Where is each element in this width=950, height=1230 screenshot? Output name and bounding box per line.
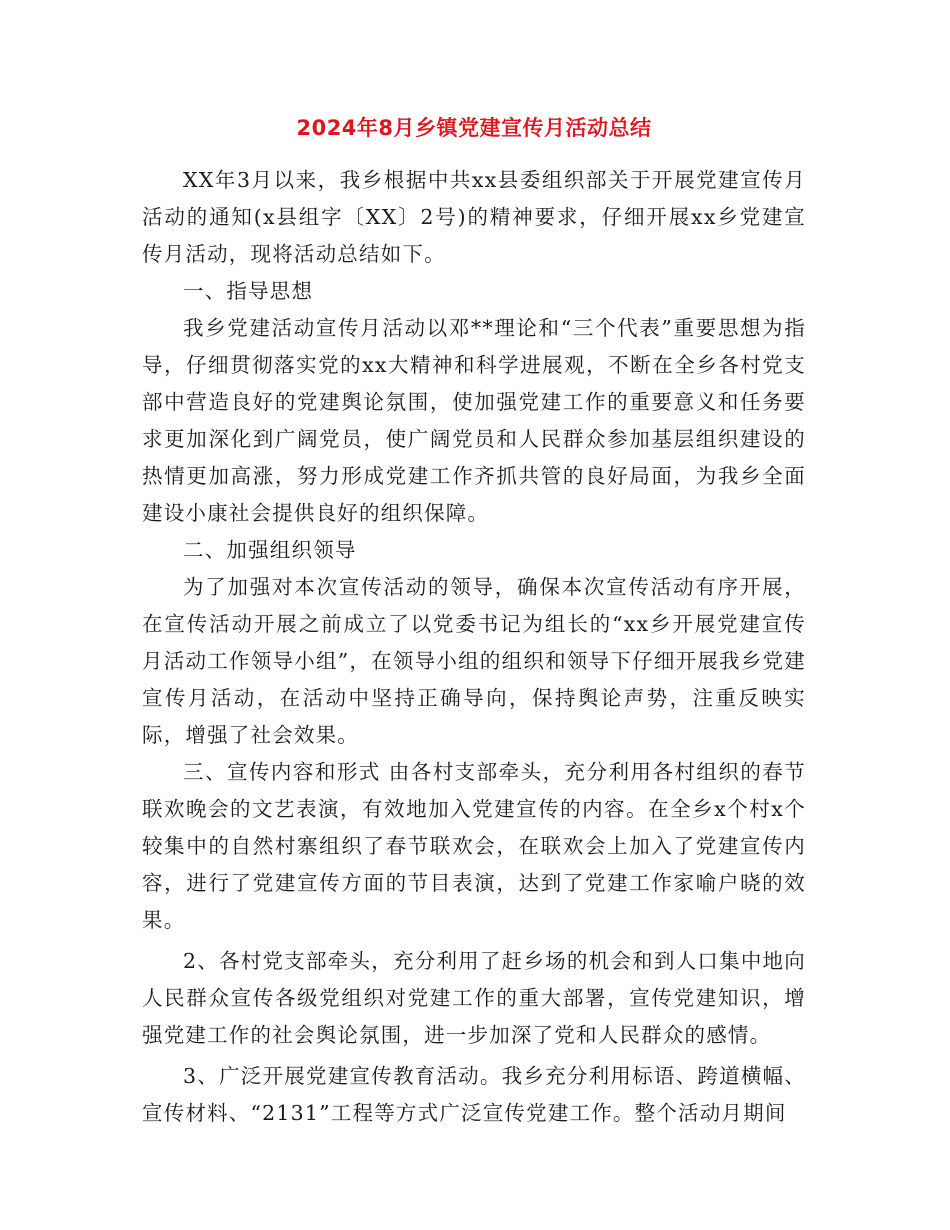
document-title: 2024年8月乡镇党建宣传月活动总结 — [296, 116, 652, 140]
heading-organization-leadership: 二、加强组织领导 — [183, 538, 357, 562]
document-page — [142, 108, 806, 1132]
paragraph-intro: XX年3月以来，我乡根据中共xx县委组织部关于开展党建宣传月活动的通知(x县组字〔XX〕2号)的精神要求，仔细开展xx乡党建宣传月活动，现将活动总结如下。 — [142, 168, 806, 266]
paragraph-organization-leadership: 为了加强对本次宣传活动的领导，确保本次宣传活动有序开展，在宣传活动开展之前成立了以党委书记为组长的“xx乡开展党建宣传月活动工作领导小组”，在领导小组的组织和领导下仔细开展我乡党建宣传月活动，在活动中坚持正确导向，保持舆论声势，注重反映实际，增强了社会效果。 — [142, 575, 806, 747]
paragraph-item-3: 3、广泛开展党建宣传教育活动。我乡充分利用标语、跨道横幅、宣传材料、“2131”工程等方式广泛宣传党建工作。整个活动月期间 — [142, 1064, 806, 1125]
paragraph-guiding-thought: 我乡党建活动宣传月活动以邓**理论和“三个代表”重要思想为指导，仔细贯彻落实党的xx大精神和科学进展观，不断在全乡各村党支部中营造良好的党建舆论氛围，使加强党建工作的重要意义和任务要求更加深化到广阔党员，使广阔党员和人民群众参加基层组织建设的热情更加高涨，努力形成党建工作齐抓共管的良好局面，为我乡全面建设小康社会提供良好的组织保障。 — [142, 316, 806, 525]
paragraph-content-and-form: 三、宣传内容和形式 由各村支部牵头，充分利用各村组织的春节联欢晚会的文艺表演，有效地加入党建宣传的内容。在全乡x个村x个较集中的自然村寨组织了春节联欢会，在联欢会上加入了党建宣传内容，进行了党建宣传方面的节目表演，达到了党建工作家喻户晓的效果。 — [142, 760, 806, 932]
paragraph-item-2: 2、各村党支部牵头，充分利用了赶乡场的机会和到人口集中地向人民群众宣传各级党组织对党建工作的重大部署，宣传党建知识，增强党建工作的社会舆论氛围，进一步加深了党和人民群众的感情。 — [142, 949, 806, 1047]
heading-guiding-thought: 一、指导思想 — [183, 279, 314, 303]
